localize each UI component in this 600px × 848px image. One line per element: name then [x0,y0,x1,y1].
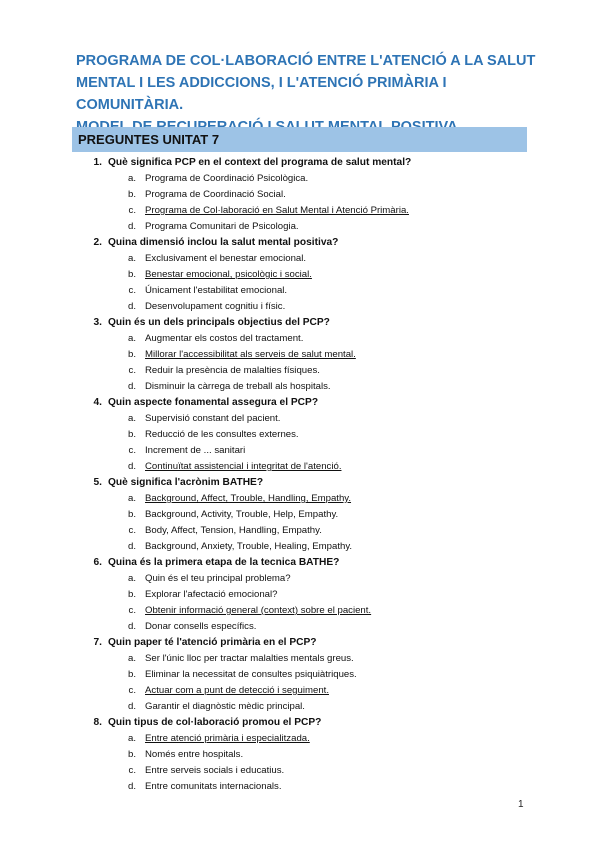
option-letter: a. [127,653,136,664]
question-text: Quina dimensió inclou la salut mental positiva? [108,237,339,248]
question-text: Quin paper té l'atenció primària en el PCP? [108,637,317,648]
option-letter: c. [128,605,136,616]
answer-option-1-a [0,171,600,187]
question-number: 7. [93,637,102,648]
answer-option-8-c [0,763,600,779]
question-2 [0,235,600,251]
option-letter: d. [127,221,136,232]
option-letter: a. [127,253,136,264]
option-text: Exclusivament el benestar emocional. [145,253,307,264]
answer-option-1-b [0,187,600,203]
answer-option-2-b [0,267,600,283]
option-letter: d. [127,781,136,792]
option-letter: d. [127,621,136,632]
question-number: 3. [93,317,102,328]
answer-option-3-d [0,379,600,395]
page-number: 1 [518,799,524,810]
option-text: Reduir la presència de malalties físiques. [145,365,320,376]
answer-option-3-a [0,331,600,347]
option-letter: c. [128,205,136,216]
question-text: Quin aspecte fonamental assegura el PCP? [108,397,319,408]
title-line-1: PROGRAMA DE COL·LABORACIÓ ENTRE L'ATENCIÓ A LA SALUT [76,53,536,69]
answer-option-5-c [0,523,600,539]
option-text-correct: Programa de Col·laboració en Salut Mental i Atenció Primària. [145,205,409,216]
question-5 [0,475,600,491]
question-4 [0,395,600,411]
question-text: Quina és la primera etapa de la tecnica BATHE? [108,557,340,568]
option-text: Eliminar la necessitat de consultes psiquiàtriques. [145,669,357,680]
option-letter: d. [127,381,136,392]
section-header-band [72,127,527,152]
answer-option-5-a [0,491,600,507]
option-text-correct: Background, Affect, Trouble, Handling, Empathy. [145,493,352,504]
option-letter: b. [127,669,136,680]
option-text-correct: Actuar com a punt de detecció i seguiment. [145,685,329,696]
option-text: Supervisió constant del pacient. [145,413,281,424]
option-text: Donar consells específics. [145,621,257,632]
option-letter: a. [127,333,136,344]
option-text: Programa Comunitari de Psicologia. [145,221,299,232]
document-title [76,50,546,138]
option-letter: c. [128,765,136,776]
option-letter: b. [127,749,136,760]
option-text: Background, Activity, Trouble, Help, Empathy. [145,509,339,520]
answer-option-4-c [0,443,600,459]
option-text: Entre serveis socials i educatius. [145,765,285,776]
answer-option-7-c [0,683,600,699]
answer-option-6-b [0,587,600,603]
question-7 [0,635,600,651]
answer-option-6-a [0,571,600,587]
answer-option-1-d [0,219,600,235]
option-text: Background, Anxiety, Trouble, Healing, Empathy. [145,541,353,552]
option-letter: c. [128,365,136,376]
answer-option-3-c [0,363,600,379]
question-number: 8. [93,717,102,728]
option-letter: d. [127,301,136,312]
answer-option-3-b [0,347,600,363]
option-letter: b. [127,589,136,600]
answer-option-8-b [0,747,600,763]
question-text: Quin tipus de col·laboració promou el PCP? [108,717,322,728]
option-text: Programa de Coordinació Social. [145,189,286,200]
question-number: 4. [93,397,102,408]
question-number: 6. [93,557,102,568]
answer-option-8-d [0,779,600,795]
option-letter: c. [128,525,136,536]
answer-option-6-d [0,619,600,635]
option-text: Body, Affect, Tension, Handling, Empathy. [145,525,322,536]
question-3 [0,315,600,331]
title-line-2: MENTAL I LES ADDICCIONS, I L'ATENCIÓ PRIMÀRIA I COMUNITÀRIA. [76,75,447,113]
option-text-correct: Benestar emocional, psicològic i social. [145,269,312,280]
question-text: Què significa l'acrònim BATHE? [108,477,264,488]
answer-option-2-c [0,283,600,299]
option-letter: d. [127,461,136,472]
question-number: 1. [93,157,102,168]
answer-option-5-d [0,539,600,555]
option-text: Garantir el diagnòstic mèdic principal. [145,701,305,712]
answer-option-8-a [0,731,600,747]
option-letter: b. [127,509,136,520]
option-text: Explorar l'afectació emocional? [145,589,278,600]
option-letter: c. [128,285,136,296]
question-text: Quin és un dels principals objectius del PCP? [108,317,330,328]
answer-option-1-c [0,203,600,219]
option-text: Quin és el teu principal problema? [145,573,291,584]
option-text: Disminuir la càrrega de treball als hospitals. [145,381,331,392]
option-letter: a. [127,573,136,584]
question-6 [0,555,600,571]
option-text: Reducció de les consultes externes. [145,429,299,440]
option-letter: d. [127,541,136,552]
option-letter: c. [128,685,136,696]
option-letter: a. [127,733,136,744]
question-8 [0,715,600,731]
option-letter: b. [127,429,136,440]
option-text: Programa de Coordinació Psicològica. [145,173,309,184]
option-text: Increment de ... sanitari [145,445,246,456]
answer-option-4-a [0,411,600,427]
option-letter: a. [127,413,136,424]
option-text: Únicament l'estabilitat emocional. [145,285,288,296]
option-text: Ser l'únic lloc per tractar malalties mentals greus. [145,653,354,664]
option-letter: b. [127,349,136,360]
answer-option-7-a [0,651,600,667]
answer-option-5-b [0,507,600,523]
answer-option-4-b [0,427,600,443]
option-text: Desenvolupament cognitiu i físic. [145,301,286,312]
question-1 [0,155,600,171]
answer-option-7-d [0,699,600,715]
option-letter: c. [128,445,136,456]
question-number: 2. [93,237,102,248]
answer-option-7-b [0,667,600,683]
option-letter: b. [127,269,136,280]
option-text-correct: Obtenir informació general (context) sobre el pacient. [145,605,372,616]
answer-option-2-d [0,299,600,315]
answer-option-4-d [0,459,600,475]
option-text-correct: Entre atenció primària i especialitzada. [145,733,310,744]
option-letter: a. [127,493,136,504]
option-letter: a. [127,173,136,184]
answer-option-6-c [0,603,600,619]
section-title: PREGUNTES UNITAT 7 [78,132,220,147]
option-text-correct: Millorar l'accessibilitat als serveis de salut mental. [145,349,356,360]
option-letter: d. [127,701,136,712]
question-list [0,155,600,795]
option-letter: b. [127,189,136,200]
answer-option-2-a [0,251,600,267]
option-text: Augmentar els costos del tractament. [145,333,304,344]
option-text: Entre comunitats internacionals. [145,781,282,792]
option-text: Només entre hospitals. [145,749,244,760]
question-text: Què significa PCP en el context del programa de salut mental? [108,157,412,168]
question-number: 5. [93,477,102,488]
option-text-correct: Continuïtat assistencial i integritat de l'atenció. [145,461,342,472]
